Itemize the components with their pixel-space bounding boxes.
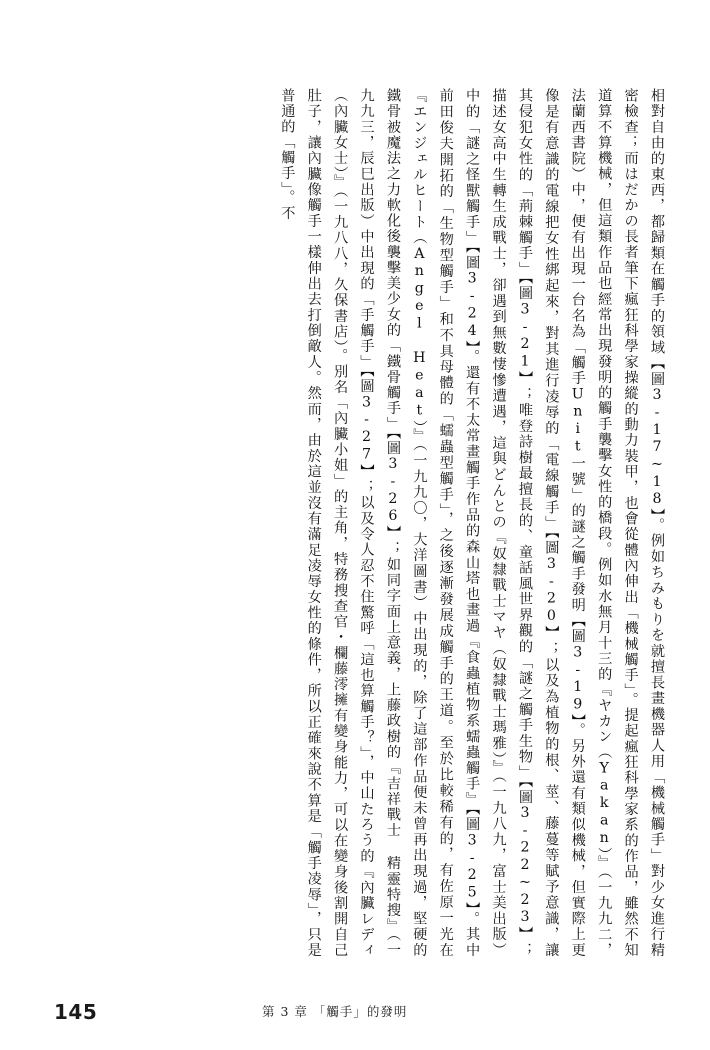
footer-chapter-title: 第 3 章 「觸手」的發明 [262, 1004, 408, 1019]
page-number: 145 [54, 1000, 98, 1024]
page-footer [0, 994, 710, 1024]
body-paragraph: 相對自由的東西，都歸類在觸手的領域【圖3-17~18】。例如ちみもりを就擅長畫機器人用「機械觸手」對少女進行精密檢查；而はだかの長者筆下瘋狂科學家操縱的動力裝甲，也會從體內伸出「機械觸手」。提起瘋狂科學家系的作品，雖然不知道算不算機械，但這類作品也經常出現發明的觸手襲擊女性的橋段。例如水無月十三的『ヤカン（Yakan）』（一九九二，法蘭西書院）中，便有出現一台名為「觸手Unit一號」的謎之觸手發明【圖3-19】。另外還有類似機械，但實際上更像是有意識的電線把女性綁起來，對其進行凌辱的「電線觸手」【圖3-20】；以及為植物的根、莖、藤蔓等賦予意識，讓其侵犯女性的「荊棘觸手」【圖3-21】；唯登詩樹最擅長的、童話風世界觀的「謎之觸手生物」【圖3-22~23】；描述女高中生轉生成戰士，卻遇到無數悽慘遭遇，這與どんとの『奴隸戰士マヤ（奴隸戰士瑪雅）』（一九八九，富士美出版）中的「謎之怪獸觸手」【圖3-24】。還有不太常畫觸手作品的森山塔也畫過『食蟲植物系蠕蟲觸手』【圖3-25】。其中前田俊夫開拓的「生物型觸手」和不具母體的「蠕蟲型觸手」，之後逐漸發展成觸手的王道。至於比較稀有的，有佐原一光在『エンジェルヒート（Angel Heat）』（一九九〇，大洋圖書）中出現的，除了這部作品便未曾再出現過，堅硬的鐵骨被魔法之力軟化後襲擊美少女的「鐵骨觸手」【圖3-26】；如同字面上意義，上藤政樹的『吉祥戰士 精靈特搜』（一九九三，辰巳出版）中出現的「手觸手」【圖3-27】；以及令人忍不住驚呼「這也算觸手？」，中山たろう的『內臟レディ（內臟女士）』（一九八八，久保書店）。別名「內臟小姐」的主角，特務搜查官・欄藤澪擁有變身能力，可以在變身後割開自己肚子，讓內臟像觸手一樣伸出去打倒敵人。然而，由於這並沒有滿足凌辱女性的條件，所以正確來說不算是「觸手凌辱」，只是普通的「觸手」。不 [279, 88, 665, 958]
